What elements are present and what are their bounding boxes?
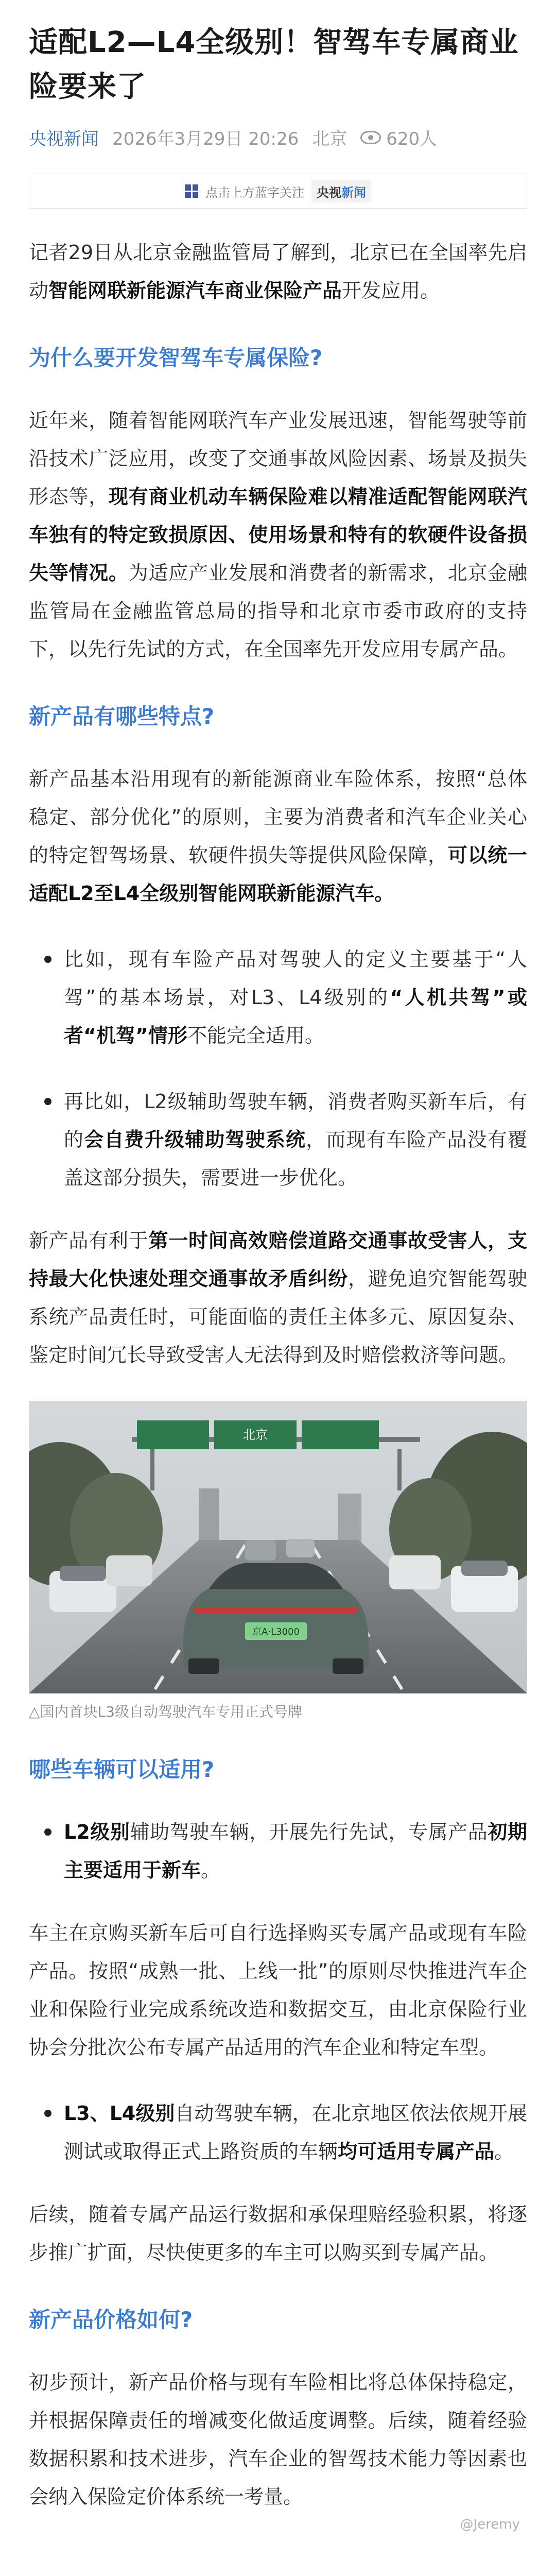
bullet-item bbox=[29, 2094, 527, 2171]
license-plate-text: 京A·L3000 bbox=[252, 1626, 300, 1637]
section-heading-features: 新产品有哪些特点? bbox=[29, 704, 215, 729]
article-title: 适配L2—L4全级别！智驾车专属商业险要来了 bbox=[29, 26, 519, 104]
bullet-1-bold: “人机共驾”或者“机驾”情形 bbox=[64, 986, 527, 1047]
vehicle-2-text-2: 。 bbox=[494, 2140, 514, 2163]
article-meta bbox=[29, 125, 527, 150]
why-text-2: 为适应产业发展和消费者的新需求，北京金融监管局在金融监管总局的指导和北京市委市政府的支持下，以先行先试的方式，在全国率先开发应用专属产品。 bbox=[29, 562, 527, 660]
source-link[interactable]: 央视新闻 bbox=[29, 129, 99, 149]
article-photo bbox=[29, 1401, 527, 1693]
sign-text: 北京 bbox=[243, 1428, 268, 1442]
publish-date: 2026年3月29日 20:26 bbox=[112, 129, 299, 149]
price-paragraph: 初步预计，新产品价格与现有车险相比将总体保持稳定，并根据保障责任的增减变化做适度调整。后续，随着经验数据积累和技术进步，汽车企业的智驾技术能力等因素也会纳入保险定价体系统一考量。 bbox=[29, 2371, 527, 2508]
features-paragraph bbox=[29, 760, 527, 912]
eye-icon bbox=[360, 131, 381, 144]
vehicle-2-text-1: 自动驾驶车辆，在北京地区依法依规开展测试或取得正式上路资质的车辆 bbox=[64, 2102, 527, 2163]
bullet-2-text-1: 再比如，L2级辅助驾驶车辆，消费者购买新车后，有的 bbox=[64, 1090, 527, 1151]
section-heading-vehicles: 哪些车辆可以适用? bbox=[29, 1757, 215, 1782]
bullet-text bbox=[64, 2094, 527, 2171]
bullet-2-bold: 会自费升级辅助驾驶系统 bbox=[84, 1128, 306, 1151]
later-paragraph: 后续，随着专属产品运行数据和承保理赔经验积累，将逐步推广扩面，尽快使更多的车主可以购买到专属产品。 bbox=[29, 2203, 527, 2264]
grid-icon bbox=[185, 184, 198, 198]
bullet-text bbox=[64, 1813, 527, 1889]
vehicle-1-text-2: 。 bbox=[201, 1859, 221, 1882]
bullet-item bbox=[29, 1813, 527, 1889]
section-heading-price: 新产品价格如何? bbox=[29, 2307, 193, 2332]
bullet-item bbox=[29, 1082, 527, 1197]
intro-text-2: 开发应用。 bbox=[342, 279, 440, 302]
bullet-1-text-1: 比如，现有车险产品对驾驶人的定义主要基于“人驾”的基本场景，对L3、L4级别的 bbox=[64, 948, 527, 1009]
vehicle-1-bold: L2级别 bbox=[64, 1821, 130, 1843]
features-text-1: 新产品基本沿用现有的新能源商业车险体系，按照“总体稳定、部分优化”的原则，主要为消费者和汽车企业关心的特定智驾场景、软硬件损失等提供风险保障， bbox=[29, 768, 527, 867]
bullet-text bbox=[64, 1082, 527, 1197]
follow-text: 点击上方蓝字关注 bbox=[205, 185, 304, 200]
watermark: @Jeremy bbox=[460, 2517, 520, 2532]
vehicle-2-bold: L3、L4级别 bbox=[64, 2102, 175, 2125]
bullet-dot bbox=[44, 2110, 51, 2117]
vehicle-1-bold-2: 初期主要适用于新车 bbox=[64, 1821, 527, 1882]
bullet-dot bbox=[44, 956, 51, 963]
bullet-text bbox=[64, 940, 527, 1055]
intro-text-1: 记者29日从北京金融监管局了解到，北京已在全国率先启动 bbox=[29, 241, 527, 302]
brand-chip bbox=[311, 180, 371, 202]
bullet-dot bbox=[44, 1828, 51, 1836]
benefit-text-1: 新产品有利于 bbox=[29, 1229, 149, 1252]
view-count bbox=[360, 125, 437, 150]
vehicle-2-bold-2: 均可适用专属产品 bbox=[338, 2140, 495, 2163]
intro-bold: 智能网联新能源汽车商业保险产品 bbox=[48, 279, 342, 302]
intro-paragraph bbox=[29, 233, 527, 310]
follow-banner[interactable] bbox=[29, 174, 527, 209]
benefit-paragraph bbox=[29, 1222, 527, 1374]
brand-part2: 新闻 bbox=[341, 185, 366, 200]
benefit-bold: 第一时间高效赔偿道路交通事故受害人，支持最大化快速处理交通事故矛盾纠纷 bbox=[29, 1229, 527, 1290]
brand-part1: 央视 bbox=[317, 185, 341, 200]
publish-location: 北京 bbox=[312, 129, 348, 149]
view-count-value: 620人 bbox=[386, 129, 438, 149]
image-caption: △国内首块L3级自动驾驶汽车专用正式号牌 bbox=[29, 1703, 302, 1720]
bullet-2-text-2: ，而现有车险产品没有覆盖这部分损失，需要进一步优化。 bbox=[64, 1128, 527, 1189]
vehicle-1-text-1: 辅助驾驶车辆，开展先行先试，专属产品 bbox=[130, 1821, 488, 1843]
why-text-1: 近年来，随着智能网联汽车产业发展迅速，智能驾驶等前沿技术广泛应用，改变了交通事故风险因素、场景及损失形态等， bbox=[29, 409, 527, 508]
features-bold: 可以统一适配L2至L4全级别智能网联新能源汽车。 bbox=[29, 844, 527, 905]
section-heading-why: 为什么要开发智驾车专属保险? bbox=[29, 345, 323, 370]
bullet-dot bbox=[44, 1098, 51, 1105]
highway-photo-illustration bbox=[29, 1401, 527, 1693]
vehicle-paragraph: 车主在京购买新车后可自行选择购买专属产品或现有车险产品。按照“成熟一批、上线一批”的原则尽快推进汽车企业和保险行业完成系统改造和数据交互，由北京保险行业协会分批次公布专属产品适用的汽车企业和特定车型。 bbox=[29, 1922, 527, 2059]
why-paragraph bbox=[29, 401, 527, 668]
bullet-item bbox=[29, 940, 527, 1055]
benefit-text-2: ，避免追究智能驾驶系统产品责任时，可能面临的责任主体多元、原因复杂、鉴定时间冗长导致受害人无法得到及时赔偿救济等问题。 bbox=[29, 1267, 527, 1366]
why-bold: 现有商业机动车辆保险难以精准适配智能网联汽车独有的特定致损原因、使用场景和特有的软硬件设备损失等情况。 bbox=[29, 485, 527, 584]
bullet-1-text-2: 不能完全适用。 bbox=[187, 1024, 324, 1047]
